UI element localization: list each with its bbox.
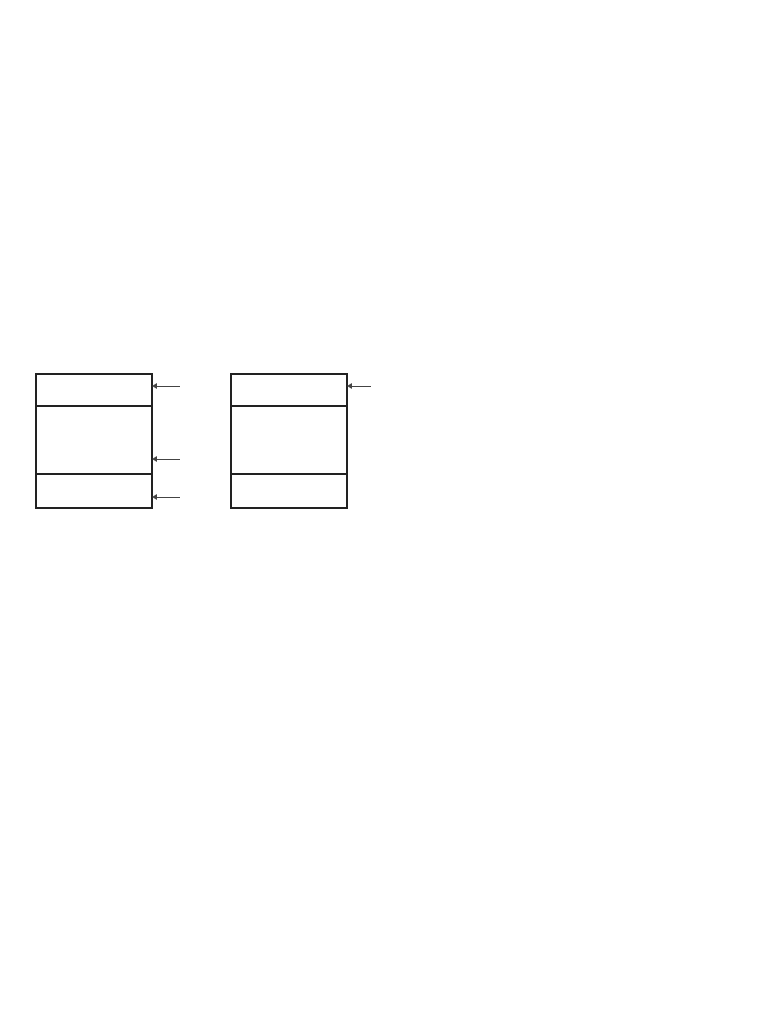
lcd-display-2 — [230, 355, 426, 515]
arrow-icon — [156, 459, 180, 460]
arrow-icon — [351, 386, 371, 387]
lcd-screen — [230, 373, 348, 509]
lcd-screen — [35, 373, 153, 509]
arrow-icon — [156, 497, 180, 498]
arrow-icon — [156, 386, 180, 387]
lcd-display-1 — [35, 355, 231, 515]
